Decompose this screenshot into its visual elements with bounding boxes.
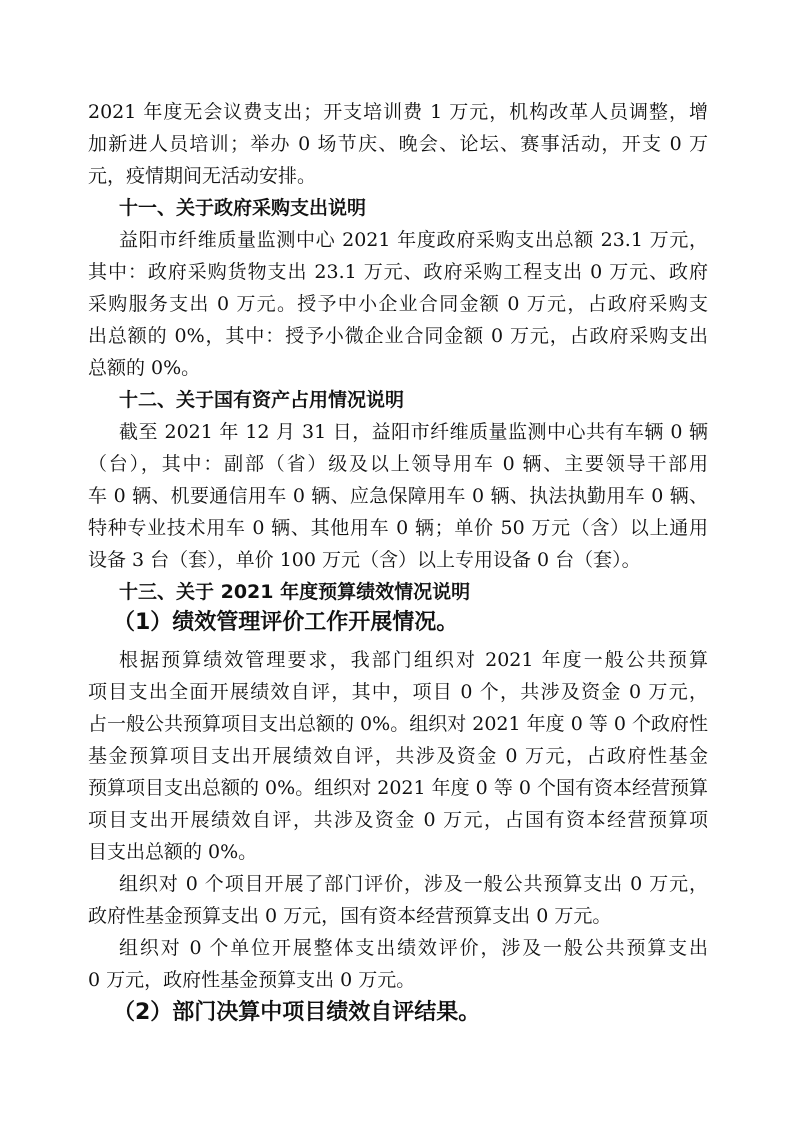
paragraph-line: 预算项目支出总额的 0%。组织对 2021 年度 0 等 0 个国有资本经营预算 (88, 777, 708, 799)
section-heading-performance: 十三、关于 2021 年度预算绩效情况说明 (119, 581, 471, 603)
paragraph-line: 组织对 0 个项目开展了部门评价，涉及一般公共预算支出 0 万元， (119, 873, 708, 895)
paragraph-line: 0 万元，政府性基金预算支出 0 万元。 (88, 969, 416, 991)
paragraph-line: 元，疫情期间无活动安排。 (88, 165, 317, 187)
paragraph-line: 2021 年度无会议费支出；开支培训费 1 万元，机构改革人员调整，增 (88, 101, 708, 123)
paragraph-line: 目支出总额的 0%。 (88, 841, 258, 863)
paragraph-line: 其中：政府采购货物支出 23.1 万元、政府采购工程支出 0 万元、政府 (88, 261, 708, 283)
paragraph-line: 车 0 辆、机要通信用车 0 辆、应急保障用车 0 辆、执法执勤用车 0 辆、 (88, 485, 708, 507)
paragraph-line: 政府性基金预算支出 0 万元，国有资本经营预算支出 0 万元。 (88, 905, 612, 927)
subheading-evaluation-work: （1）绩效管理评价工作开展情况。 (113, 610, 459, 635)
paragraph-line: 项目支出开展绩效自评，共涉及资金 0 万元，占国有资本经营预算项 (88, 809, 708, 831)
paragraph-line: 截至 2021 年 12 月 31 日，益阳市纤维质量监测中心共有车辆 0 辆 (119, 421, 708, 443)
section-heading-state-assets: 十二、关于国有资产占用情况说明 (119, 389, 405, 411)
paragraph-line: 占一般公共预算项目支出总额的 0%。组织对 2021 年度 0 等 0 个政府性 (88, 713, 708, 735)
paragraph-line: 益阳市纤维质量监测中心 2021 年度政府采购支出总额 23.1 万元， (119, 229, 708, 251)
paragraph-line: 项目支出全面开展绩效自评，其中，项目 0 个，共涉及资金 0 万元， (88, 681, 708, 703)
paragraph-line: 特种专业技术用车 0 辆、其他用车 0 辆；单价 50 万元（含）以上通用 (88, 517, 708, 539)
paragraph-line: 总额的 0%。 (88, 357, 201, 379)
section-heading-procurement: 十一、关于政府采购支出说明 (119, 197, 367, 219)
paragraph-line: 组织对 0 个单位开展整体支出绩效评价，涉及一般公共预算支出 (119, 937, 708, 959)
paragraph-line: 根据预算绩效管理要求，我部门组织对 2021 年度一般公共预算 (119, 649, 708, 671)
paragraph-line: 加新进人员培训；举办 0 场节庆、晚会、论坛、赛事活动，开支 0 万 (88, 133, 708, 155)
paragraph-line: 基金预算项目支出开展绩效自评，共涉及资金 0 万元，占政府性基金 (88, 745, 708, 767)
paragraph-line: （台），其中：副部（省）级及以上领导用车 0 辆、主要领导干部用 (88, 453, 708, 475)
paragraph-line: 设备 3 台（套），单价 100 万元（含）以上专用设备 0 台（套）。 (88, 549, 641, 571)
paragraph-line: 采购服务支出 0 万元。授予中小企业合同金额 0 万元，占政府采购支 (88, 293, 708, 315)
paragraph-line: 出总额的 0%，其中：授予小微企业合同金额 0 万元，占政府采购支出 (88, 325, 708, 347)
subheading-self-evaluation-results: （2）部门决算中项目绩效自评结果。 (113, 1000, 481, 1025)
